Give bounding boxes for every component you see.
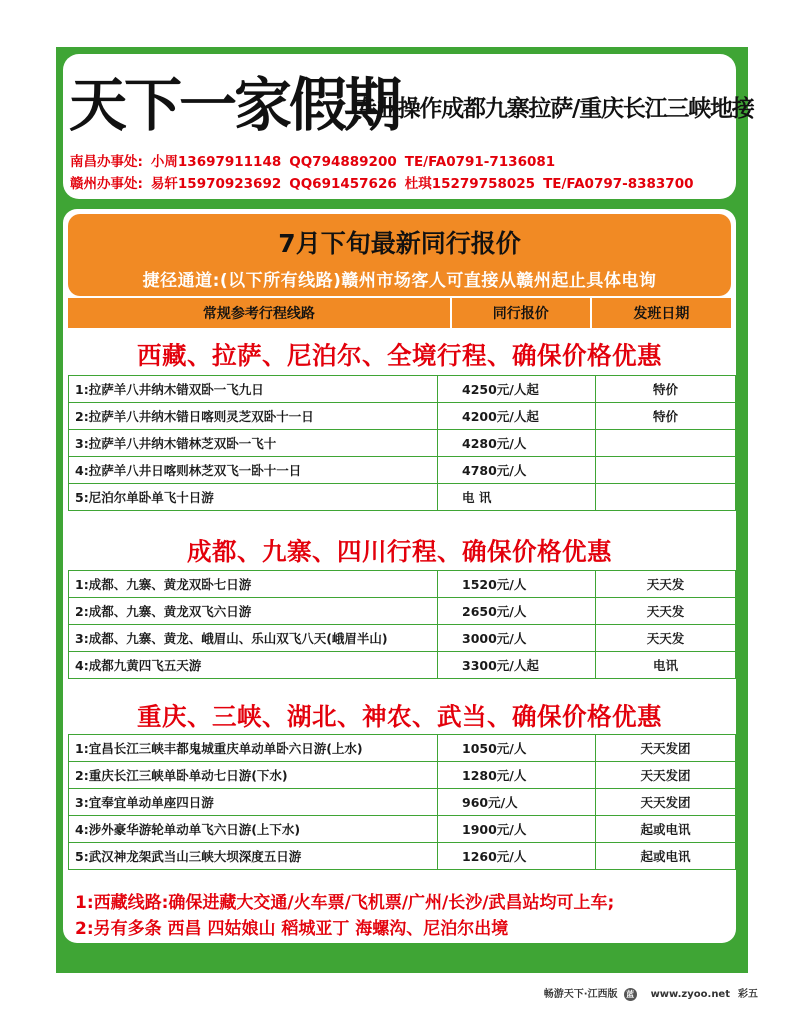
price-cell: 4280元/人 <box>438 430 596 457</box>
schedule-cell <box>596 484 736 511</box>
price-cell: 2650元/人 <box>438 598 596 625</box>
price-cell: 1280元/人 <box>438 762 596 789</box>
page-subtitle: 捷径通道:(以下所有线路)赣州市场客人可直接从赣州起止具体电询 <box>142 271 657 291</box>
col-route: 常规参考行程线路 <box>68 298 452 328</box>
schedule-cell: 电讯 <box>596 652 736 679</box>
route-cell: 1:宜昌长江三峡丰都鬼城重庆单动单卧六日游(上水) <box>69 735 438 762</box>
route-cell: 4:成都九黄四飞五天游 <box>69 652 438 679</box>
table-row <box>69 735 736 762</box>
route-cell: 2:拉萨羊八井纳木错日喀则灵芝双卧十一日 <box>69 403 438 430</box>
table-row <box>69 403 736 430</box>
route-cell: 1:成都、九寨、黄龙双卧七日游 <box>69 571 438 598</box>
chongqing-table <box>68 734 736 870</box>
footer-url: www.zyoo.net <box>650 989 730 1000</box>
col-schedule: 发班日期 <box>633 306 690 322</box>
price-cell: 电 讯 <box>438 484 596 511</box>
contact-nanchang: 南昌办事处: 小周13697911148 QQ794889200 TE/FA0791-7136081 <box>70 154 556 170</box>
price-cell: 4780元/人 <box>438 457 596 484</box>
title-banner <box>68 214 731 296</box>
price-cell: 1050元/人 <box>438 735 596 762</box>
table-row <box>69 625 736 652</box>
sichuan-table <box>68 570 736 679</box>
table-row <box>69 484 736 511</box>
route-cell: 2:重庆长江三峡单卧单动七日游(下水) <box>69 762 438 789</box>
table-row <box>69 571 736 598</box>
tibet-table <box>68 375 736 511</box>
brand-name: 天下一家假期 <box>69 71 400 139</box>
seal-icon: 蓝 <box>624 988 637 1001</box>
note-1: 1:西藏线路:确保进藏大交通/火车票/飞机票/广州/长沙/武昌站均可上车; <box>75 893 615 913</box>
table-row <box>69 652 736 679</box>
table-header <box>68 298 731 328</box>
page-title: 7月下旬最新同行报价 <box>278 229 521 258</box>
table-row <box>69 598 736 625</box>
table-row <box>69 457 736 484</box>
table-row <box>69 843 736 870</box>
price-cell: 1260元/人 <box>438 843 596 870</box>
table-row <box>69 762 736 789</box>
route-cell: 2:成都、九寨、黄龙双飞六日游 <box>69 598 438 625</box>
route-cell: 4:涉外豪华游轮单动单飞六日游(上下水) <box>69 816 438 843</box>
price-cell: 3000元/人 <box>438 625 596 652</box>
header-card <box>63 54 754 199</box>
footer <box>536 985 758 1001</box>
schedule-cell: 天天发 <box>596 598 736 625</box>
route-cell: 4:拉萨羊八井日喀则林芝双飞一卧十一日 <box>69 457 438 484</box>
price-cell: 3300元/人起 <box>438 652 596 679</box>
table-row <box>69 816 736 843</box>
price-cell: 4250元/人起 <box>438 376 596 403</box>
col-price: 同行报价 <box>452 298 592 328</box>
price-cell: 1900元/人 <box>438 816 596 843</box>
footer-page: 彩五 <box>738 989 758 1000</box>
schedule-cell: 天天发团 <box>596 762 736 789</box>
route-cell: 5:尼泊尔单卧单飞十日游 <box>69 484 438 511</box>
section-heading-chongqing: 重庆、三峡、湖北、神农、武当、确保价格优惠 <box>137 702 662 731</box>
route-cell: 1:拉萨羊八井纳木错双卧一飞九日 <box>69 376 438 403</box>
schedule-cell: 特价 <box>596 376 736 403</box>
tagline: 专业操作成都九寨拉萨/重庆长江三峡地接 <box>354 96 754 122</box>
section-heading-tibet: 西藏、拉萨、尼泊尔、全境行程、确保价格优惠 <box>137 341 662 370</box>
route-cell: 3:宜奉宜单动单座四日游 <box>69 789 438 816</box>
section-heading-sichuan: 成都、九寨、四川行程、确保价格优惠 <box>187 537 612 566</box>
schedule-cell: 天天发团 <box>596 735 736 762</box>
route-cell: 5:武汉神龙架武当山三峡大坝深度五日游 <box>69 843 438 870</box>
price-cell: 1520元/人 <box>438 571 596 598</box>
footer-publication: 畅游天下·江西版 <box>543 989 618 1000</box>
schedule-cell: 起或电讯 <box>596 816 736 843</box>
schedule-cell: 天天发团 <box>596 789 736 816</box>
schedule-cell: 特价 <box>596 403 736 430</box>
schedule-cell: 天天发 <box>596 571 736 598</box>
table-row <box>69 789 736 816</box>
schedule-cell <box>596 430 736 457</box>
route-cell: 3:拉萨羊八井纳木错林芝双卧一飞十 <box>69 430 438 457</box>
table-row <box>69 376 736 403</box>
note-2: 2:另有多条 西昌 四姑娘山 稻城亚丁 海螺沟、尼泊尔出境 <box>75 919 509 939</box>
schedule-cell <box>596 457 736 484</box>
price-cell: 960元/人 <box>438 789 596 816</box>
schedule-cell: 起或电讯 <box>596 843 736 870</box>
table-row <box>69 430 736 457</box>
schedule-cell: 天天发 <box>596 625 736 652</box>
contact-ganzhou: 赣州办事处: 易轩15970923692 QQ691457626 杜琪15279758025 TE/FA0797-8383700 <box>70 176 694 192</box>
price-cell: 4200元/人起 <box>438 403 596 430</box>
route-cell: 3:成都、九寨、黄龙、峨眉山、乐山双飞八天(峨眉半山) <box>69 625 438 652</box>
price-panel <box>63 209 736 943</box>
